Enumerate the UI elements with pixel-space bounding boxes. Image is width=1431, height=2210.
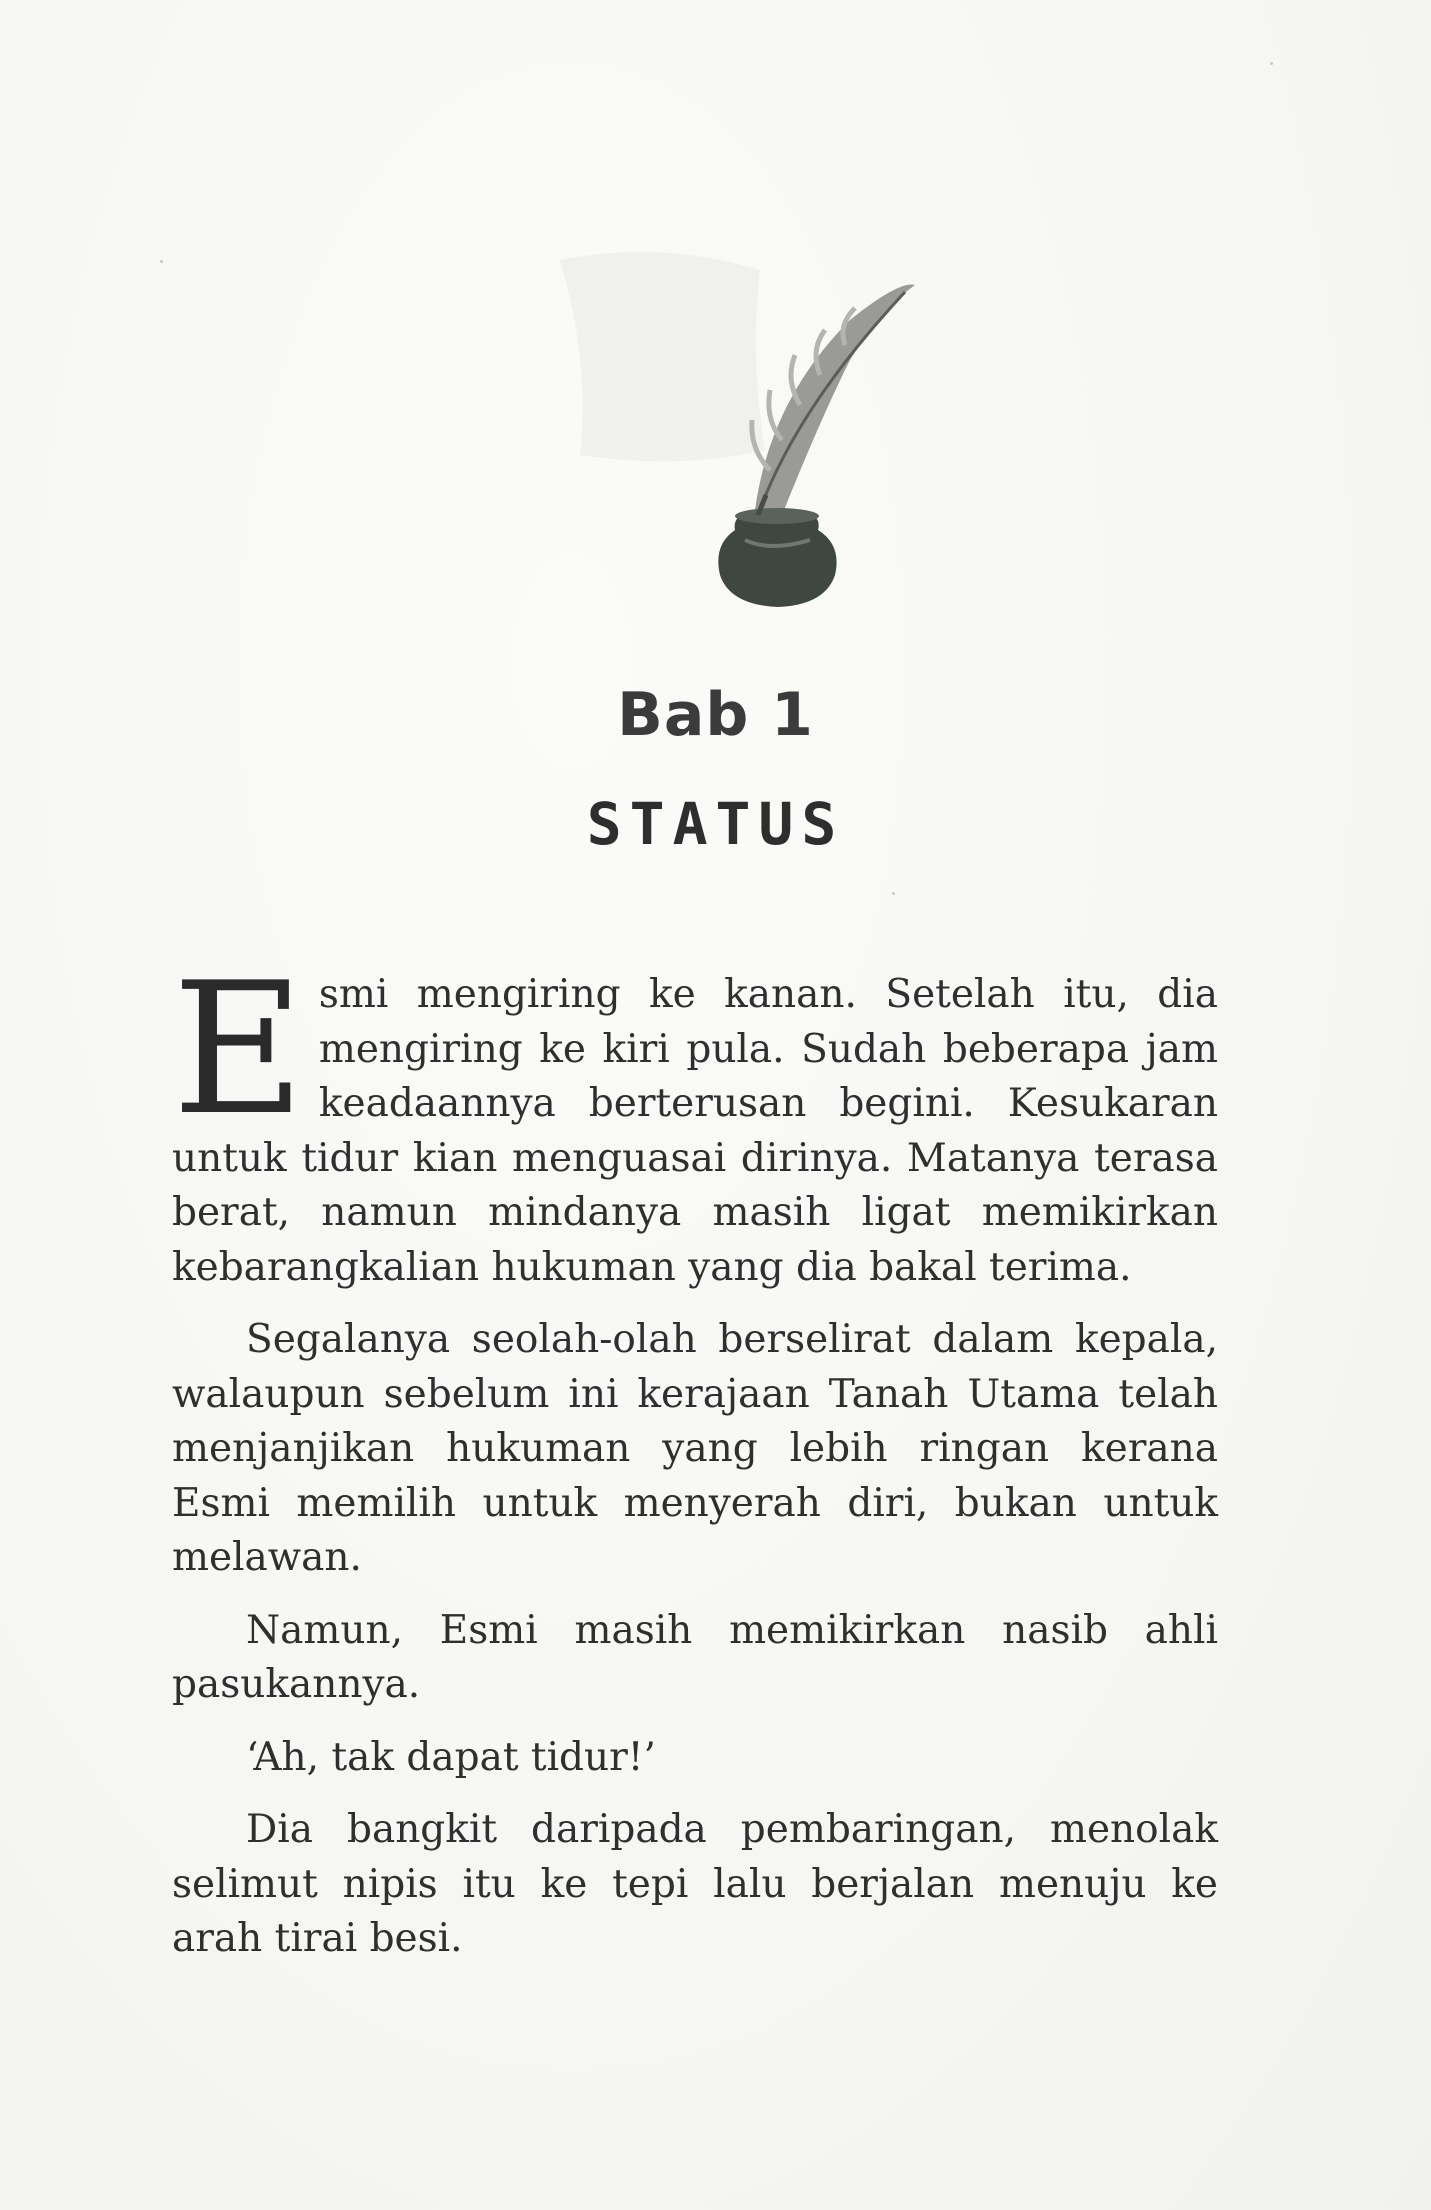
quill-inkpot-icon [520,240,940,620]
paragraph-2: Segalanya seolah-olah berselirat dalam kepala, walaupun sebelum ini kerajaan Tanah Utama telah menjanjikan hukuman yang lebih ringan kerana Esmi memilih untuk menyerah diri, bukan untuk melawan. [172,1317,1218,1580]
paper-speck [160,260,163,263]
chapter-number: Bab 1 [617,680,814,750]
paragraph-1-text: smi mengiring ke kanan. Setelah itu, dia mengiring ke kiri pula. Sudah beberapa jam keadaannya berterusan begini. Kesukaran untuk tidur kian menguasai dirinya. Matanya terasa berat, namun mindanya masih ligat memikirkan kebarangkalian hukuman yang dia bakal terima. [172,972,1218,1290]
chapter-title: STATUS [586,790,845,858]
paragraph-1 [172,943,1218,1295]
paragraph-5: Dia bangkit daripada pembaringan, menolak selimut nipis itu ke tepi lalu berjalan menuju ke arah tirai besi. [172,1807,1218,1961]
paper-speck [1270,62,1273,65]
chapter-body [172,943,1218,1985]
paragraph-3: Namun, Esmi masih memikirkan nasib ahli pasukannya. [172,1607,1218,1707]
paper-speck [892,892,895,895]
drop-cap: E [172,943,305,1155]
paragraph-4: ‘Ah, tak dapat tidur!’ [246,1734,656,1780]
